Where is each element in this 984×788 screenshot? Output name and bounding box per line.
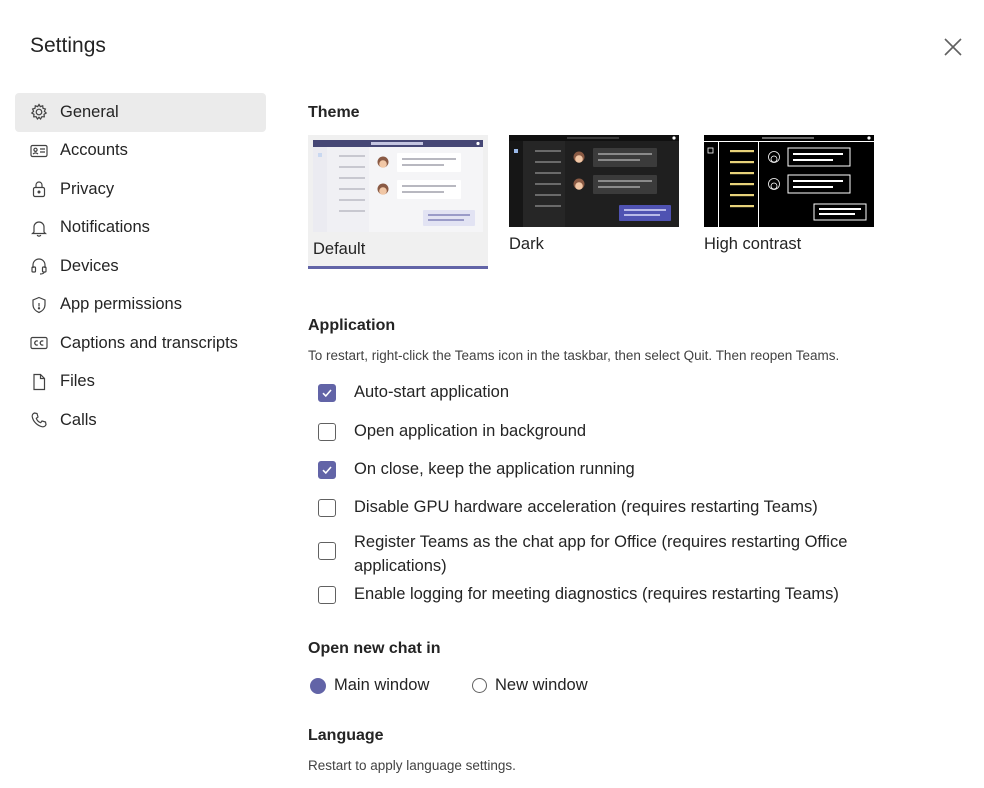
checkmark-icon [321, 464, 333, 476]
checkbox-label: Open application in background [354, 422, 587, 440]
lock-icon [29, 179, 49, 199]
sidebar-item-label: Files [60, 372, 95, 391]
register-chat-app-option[interactable] [318, 533, 894, 578]
enable-logging-option[interactable] [318, 585, 839, 606]
radio-label: New window [495, 676, 588, 694]
radio-label: Main window [334, 676, 430, 694]
theme-label: High contrast [704, 235, 802, 253]
auto-start-checkbox[interactable] [318, 384, 336, 402]
cc-icon [29, 333, 49, 353]
checkbox-label: Register Teams as the chat app for Office (requires restarting Office applications) [354, 533, 848, 575]
sidebar-item-label: Calls [60, 410, 97, 429]
sidebar-item-files[interactable] [15, 363, 266, 402]
language-heading: Language [308, 727, 384, 744]
dark-theme-preview [509, 135, 679, 227]
checkbox-label: Enable logging for meeting diagnostics (requires restarting Teams) [354, 585, 839, 603]
sidebar-item-general[interactable] [15, 93, 266, 132]
sidebar-item-label: Devices [60, 256, 119, 275]
theme-label: Default [313, 240, 366, 258]
main-window-option[interactable] [310, 676, 429, 695]
sidebar-item-label: Accounts [60, 141, 128, 160]
application-heading: Application [308, 317, 396, 334]
default-theme-preview [313, 140, 483, 232]
sidebar-item-label: Notifications [60, 218, 150, 237]
phone-icon [29, 410, 49, 430]
application-description: To restart, right-click the Teams icon in the taskbar, then select Quit. Then reopen Teams. [308, 348, 840, 363]
gear-icon [29, 102, 49, 122]
sidebar-item-captions[interactable] [15, 324, 266, 363]
disable-gpu-option[interactable] [318, 498, 818, 519]
bell-icon [29, 218, 49, 238]
high-contrast-theme-preview [704, 135, 874, 227]
file-icon [29, 372, 49, 392]
checkbox-label: Auto-start application [354, 383, 510, 401]
id-card-icon [29, 141, 49, 161]
shield-icon [29, 295, 49, 315]
checkbox-label: Disable GPU hardware acceleration (requires restarting Teams) [354, 498, 818, 516]
settings-sidebar [15, 93, 266, 440]
sidebar-item-accounts[interactable] [15, 132, 266, 171]
sidebar-item-devices[interactable] [15, 247, 266, 286]
disable-gpu-checkbox[interactable] [318, 499, 336, 517]
language-description: Restart to apply language settings. [308, 758, 516, 773]
open-chat-heading: Open new chat in [308, 640, 441, 657]
sidebar-item-app-permissions[interactable] [15, 286, 266, 325]
open-in-background-checkbox[interactable] [318, 423, 336, 441]
theme-label: Dark [509, 235, 544, 253]
register-chat-app-checkbox[interactable] [318, 542, 336, 560]
checkbox-label: On close, keep the application running [354, 460, 635, 478]
new-window-option[interactable] [472, 676, 588, 695]
sidebar-item-privacy[interactable] [15, 170, 266, 209]
auto-start-option[interactable] [318, 383, 509, 404]
theme-heading: Theme [308, 104, 360, 121]
headset-icon [29, 256, 49, 276]
close-icon [940, 34, 966, 60]
open-in-background-option[interactable] [318, 422, 586, 443]
checkmark-icon [321, 387, 333, 399]
sidebar-item-notifications[interactable] [15, 209, 266, 248]
theme-option-default[interactable] [308, 135, 488, 269]
keep-running-option[interactable] [318, 460, 635, 481]
theme-option-dark[interactable] [509, 135, 689, 254]
sidebar-item-calls[interactable] [15, 401, 266, 440]
sidebar-item-label: App permissions [60, 295, 182, 314]
main-window-radio[interactable] [310, 678, 326, 694]
sidebar-item-label: Privacy [60, 179, 115, 198]
sidebar-item-label: General [60, 102, 119, 121]
new-window-radio[interactable] [472, 678, 487, 693]
sidebar-item-label: Captions and transcripts [60, 333, 238, 352]
page-title: Settings [30, 34, 106, 57]
theme-option-high-contrast[interactable] [704, 135, 884, 254]
enable-logging-checkbox[interactable] [318, 586, 336, 604]
close-button[interactable] [940, 34, 966, 60]
keep-running-checkbox[interactable] [318, 461, 336, 479]
